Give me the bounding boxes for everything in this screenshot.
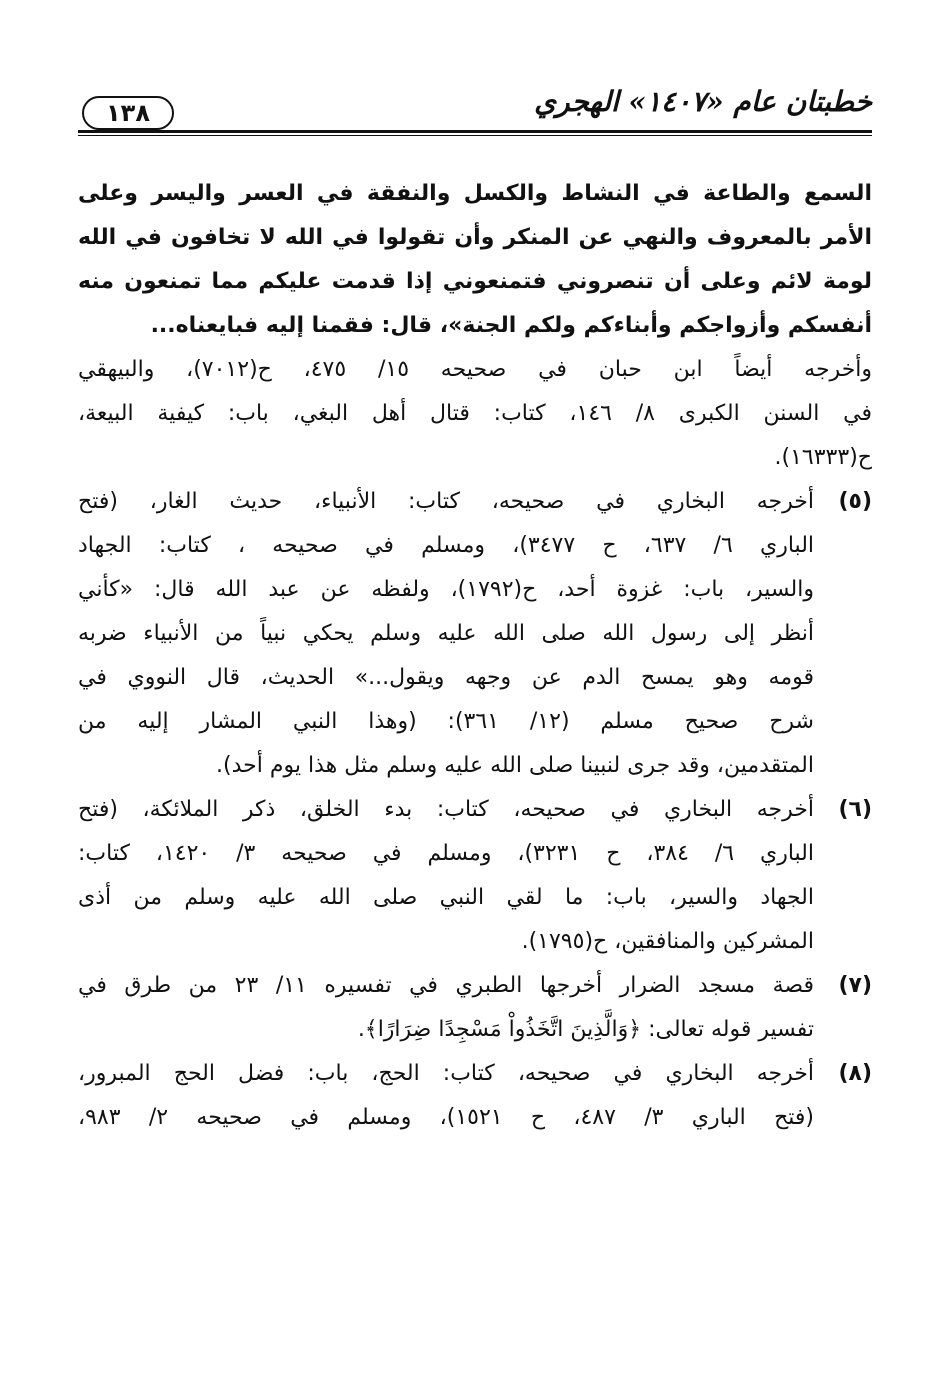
page-body bbox=[78, 172, 872, 1140]
text-line: والسير، باب: غزوة أحد، ح(١٧٩٢)، ولفظه عن عبد الله قال: «كأني bbox=[78, 577, 814, 602]
text-line: تفسير قوله تعالى: ﴿وَالَّذِينَ اتَّخَذُواْ مَسْجِدًا ضِرَارًا﴾. bbox=[357, 1017, 814, 1042]
running-title: خطبتان عام «١٤٠٧» الهجري bbox=[534, 85, 872, 118]
text-line: الباري ٦/ ٦٣٧، ح ٣٤٧٧)، ومسلم في صحيحه ، كتاب: الجهاد bbox=[78, 533, 815, 558]
text-line: أنفسكم وأزواجكم وأبناءكم ولكم الجنة»، قال: فقمنا إليه فبايعناه... bbox=[150, 313, 872, 338]
text-line: المتقدمين، وقد جرى لنبينا صلى الله عليه وسلم مثل هذا يوم أحد). bbox=[216, 753, 814, 778]
text-line: الأمر بالمعروف والنهي عن المنكر وأن تقولوا في الله لا تخافون في الله bbox=[78, 225, 872, 250]
header-rule-thick bbox=[78, 130, 872, 133]
text-line: الجهاد والسير، باب: ما لقي النبي صلى الله عليه وسلم من أذى bbox=[78, 885, 814, 910]
text-line: (فتح الباري ٣/ ٤٨٧، ح ١٥٢١)، ومسلم في صحيحه ٢/ ٩٨٣، bbox=[78, 1105, 815, 1130]
footnote-7 bbox=[78, 964, 872, 1052]
text-line: أخرجه البخاري في صحيحه، كتاب: الحج، باب: فضل الحج المبرور، bbox=[78, 1061, 814, 1086]
text-line: في السنن الكبرى ٨/ ١٤٦، كتاب: قتال أهل البغي، باب: كيفية البيعة، bbox=[78, 401, 872, 426]
text-line: شرح صحيح مسلم (١٢/ ٣٦١): (وهذا النبي المشار إليه من bbox=[78, 709, 814, 734]
text-line: وأخرجه أيضاً ابن حبان في صحيحه ١٥/ ٤٧٥، ح(٧٠١٢)، والبيهقي bbox=[78, 357, 873, 382]
text-line: المشركين والمنافقين، ح(١٧٩٥). bbox=[521, 929, 814, 954]
text-line: السمع والطاعة في النشاط والكسل والنفقة في العسر واليسر وعلى bbox=[78, 181, 872, 206]
continued-hadith-text bbox=[78, 172, 872, 348]
text-line: أنظر إلى رسول الله صلى الله عليه وسلم يحكي نبياً من الأنبياء ضربه bbox=[78, 621, 814, 646]
footnote-number: (٥) bbox=[838, 489, 872, 514]
page-number-badge: ١٣٨ bbox=[82, 96, 174, 130]
footnote-number: (٧) bbox=[838, 973, 872, 998]
continued-footnote-text bbox=[78, 348, 872, 480]
header-rule-thin bbox=[78, 135, 872, 136]
text-line: ح(١٦٣٣٣). bbox=[774, 445, 872, 470]
text-line: أخرجه البخاري في صحيحه، كتاب: الأنبياء، حديث الغار، (فتح bbox=[78, 489, 814, 514]
footnote-6 bbox=[78, 788, 872, 964]
text-line: الباري ٦/ ٣٨٤، ح ٣٢٣١)، ومسلم في صحيحه ٣/ ١٤٢٠، كتاب: bbox=[78, 841, 814, 866]
text-line: لومة لائم وعلى أن تنصروني فتمنعوني إذا قدمت عليكم مما تمنعون منه bbox=[78, 269, 872, 294]
page-header bbox=[78, 82, 872, 142]
footnote-8 bbox=[78, 1052, 872, 1140]
footnote-number: (٦) bbox=[838, 797, 872, 822]
text-line: قومه وهو يمسح الدم عن وجهه ويقول...» الحديث، قال النووي في bbox=[78, 665, 814, 690]
footnote-5 bbox=[78, 480, 872, 788]
footnote-number: (٨) bbox=[838, 1061, 872, 1086]
text-line: أخرجه البخاري في صحيحه، كتاب: بدء الخلق، ذكر الملائكة، (فتح bbox=[78, 797, 814, 822]
text-line: قصة مسجد الضرار أخرجها الطبري في تفسيره ١١/ ٢٣ من طرق في bbox=[78, 973, 814, 998]
